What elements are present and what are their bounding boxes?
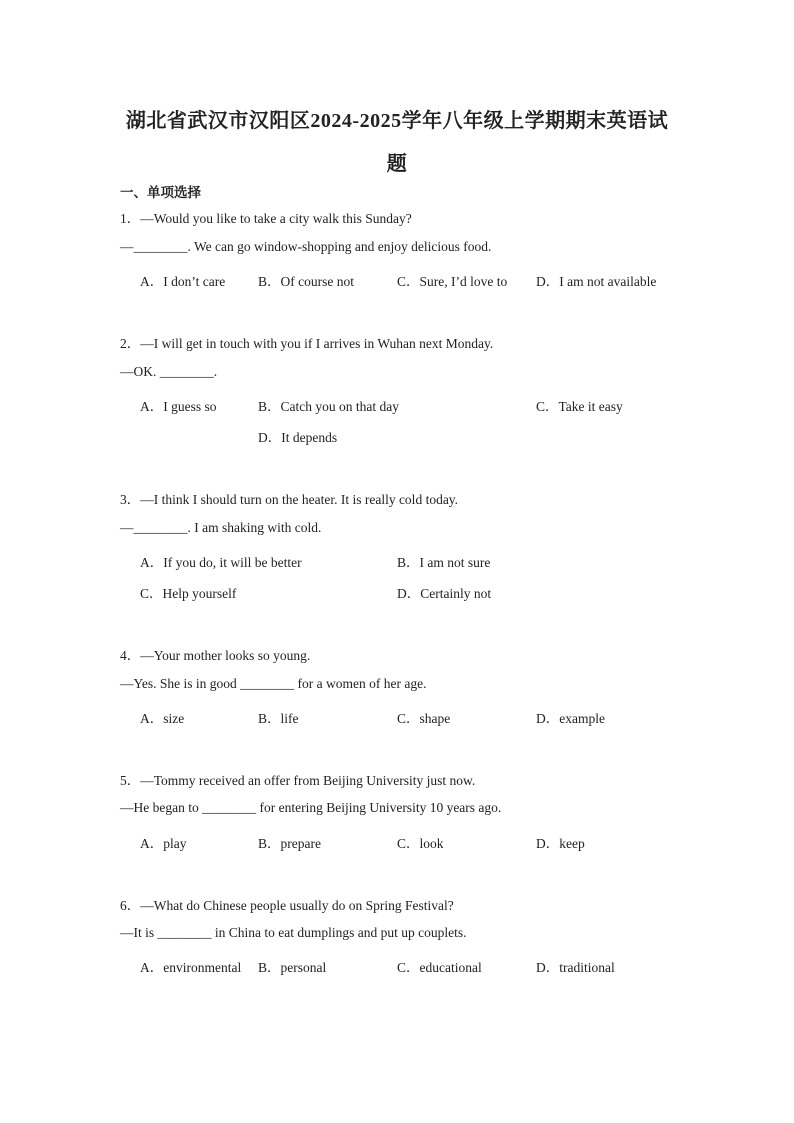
- question-5-reply: —He began to ________ for entering Beijing University 10 years ago.: [120, 800, 502, 815]
- question-3-option-a: A．If you do, it will be better: [140, 555, 302, 570]
- question-4-option-d: D．example: [536, 711, 605, 726]
- question-4-option-c: C．shape: [397, 711, 451, 726]
- question-5-option-d: D．keep: [536, 836, 585, 851]
- question-3-reply: —________. I am shaking with cold.: [120, 520, 322, 535]
- page-title: 湖北省武汉市汉阳区2024-2025学年八年级上学期期末英语试: [125, 110, 669, 132]
- question-6-option-b: B．personal: [258, 960, 327, 975]
- question-1-option-b: B．Of course not: [258, 274, 354, 289]
- question-1-prompt: 1．—Would you like to take a city walk this Sunday?: [120, 211, 412, 226]
- question-3-prompt: 3．—I think I should turn on the heater. It is really cold today.: [120, 492, 459, 507]
- question-2-option-a: A．I guess so: [140, 399, 217, 414]
- question-1-reply: —________. We can go window-shopping and enjoy delicious food.: [120, 239, 492, 254]
- question-3-option-b: B．I am not sure: [397, 555, 491, 570]
- page-title-continued: 题: [386, 153, 408, 175]
- question-2-option-b: B．Catch you on that day: [258, 399, 399, 414]
- question-4-prompt: 4．—Your mother looks so young.: [120, 648, 311, 663]
- question-5-option-a: A．play: [140, 836, 187, 851]
- question-1-option-c: C．Sure, I’d love to: [397, 274, 508, 289]
- section-heading: 一、单项选择: [120, 185, 201, 200]
- question-1-option-a: A．I don’t care: [140, 274, 226, 289]
- question-6-reply: —It is ________ in China to eat dumplings and put up couplets.: [120, 925, 467, 940]
- question-4-option-a: A．size: [140, 711, 185, 726]
- question-5-option-c: C．look: [397, 836, 444, 851]
- question-6-option-a: A．environmental: [140, 960, 242, 975]
- question-6-prompt: 6．—What do Chinese people usually do on Spring Festival?: [120, 898, 454, 913]
- question-4-option-b: B．life: [258, 711, 299, 726]
- question-3-option-d: D．Certainly not: [397, 586, 492, 601]
- question-2-option-c: C．Take it easy: [536, 399, 623, 414]
- question-2-reply: —OK. ________.: [120, 364, 218, 379]
- question-4-reply: —Yes. She is in good ________ for a women of her age.: [120, 676, 427, 691]
- question-1-option-d: D．I am not available: [536, 274, 657, 289]
- question-6-option-c: C．educational: [397, 960, 482, 975]
- question-2-prompt: 2．—I will get in touch with you if I arrives in Wuhan next Monday.: [120, 336, 494, 351]
- question-3-option-c: C．Help yourself: [140, 586, 237, 601]
- question-2-option-d: D．It depends: [258, 430, 338, 445]
- question-5-option-b: B．prepare: [258, 836, 321, 851]
- question-5-prompt: 5．—Tommy received an offer from Beijing University just now.: [120, 773, 476, 788]
- question-6-option-d: D．traditional: [536, 960, 615, 975]
